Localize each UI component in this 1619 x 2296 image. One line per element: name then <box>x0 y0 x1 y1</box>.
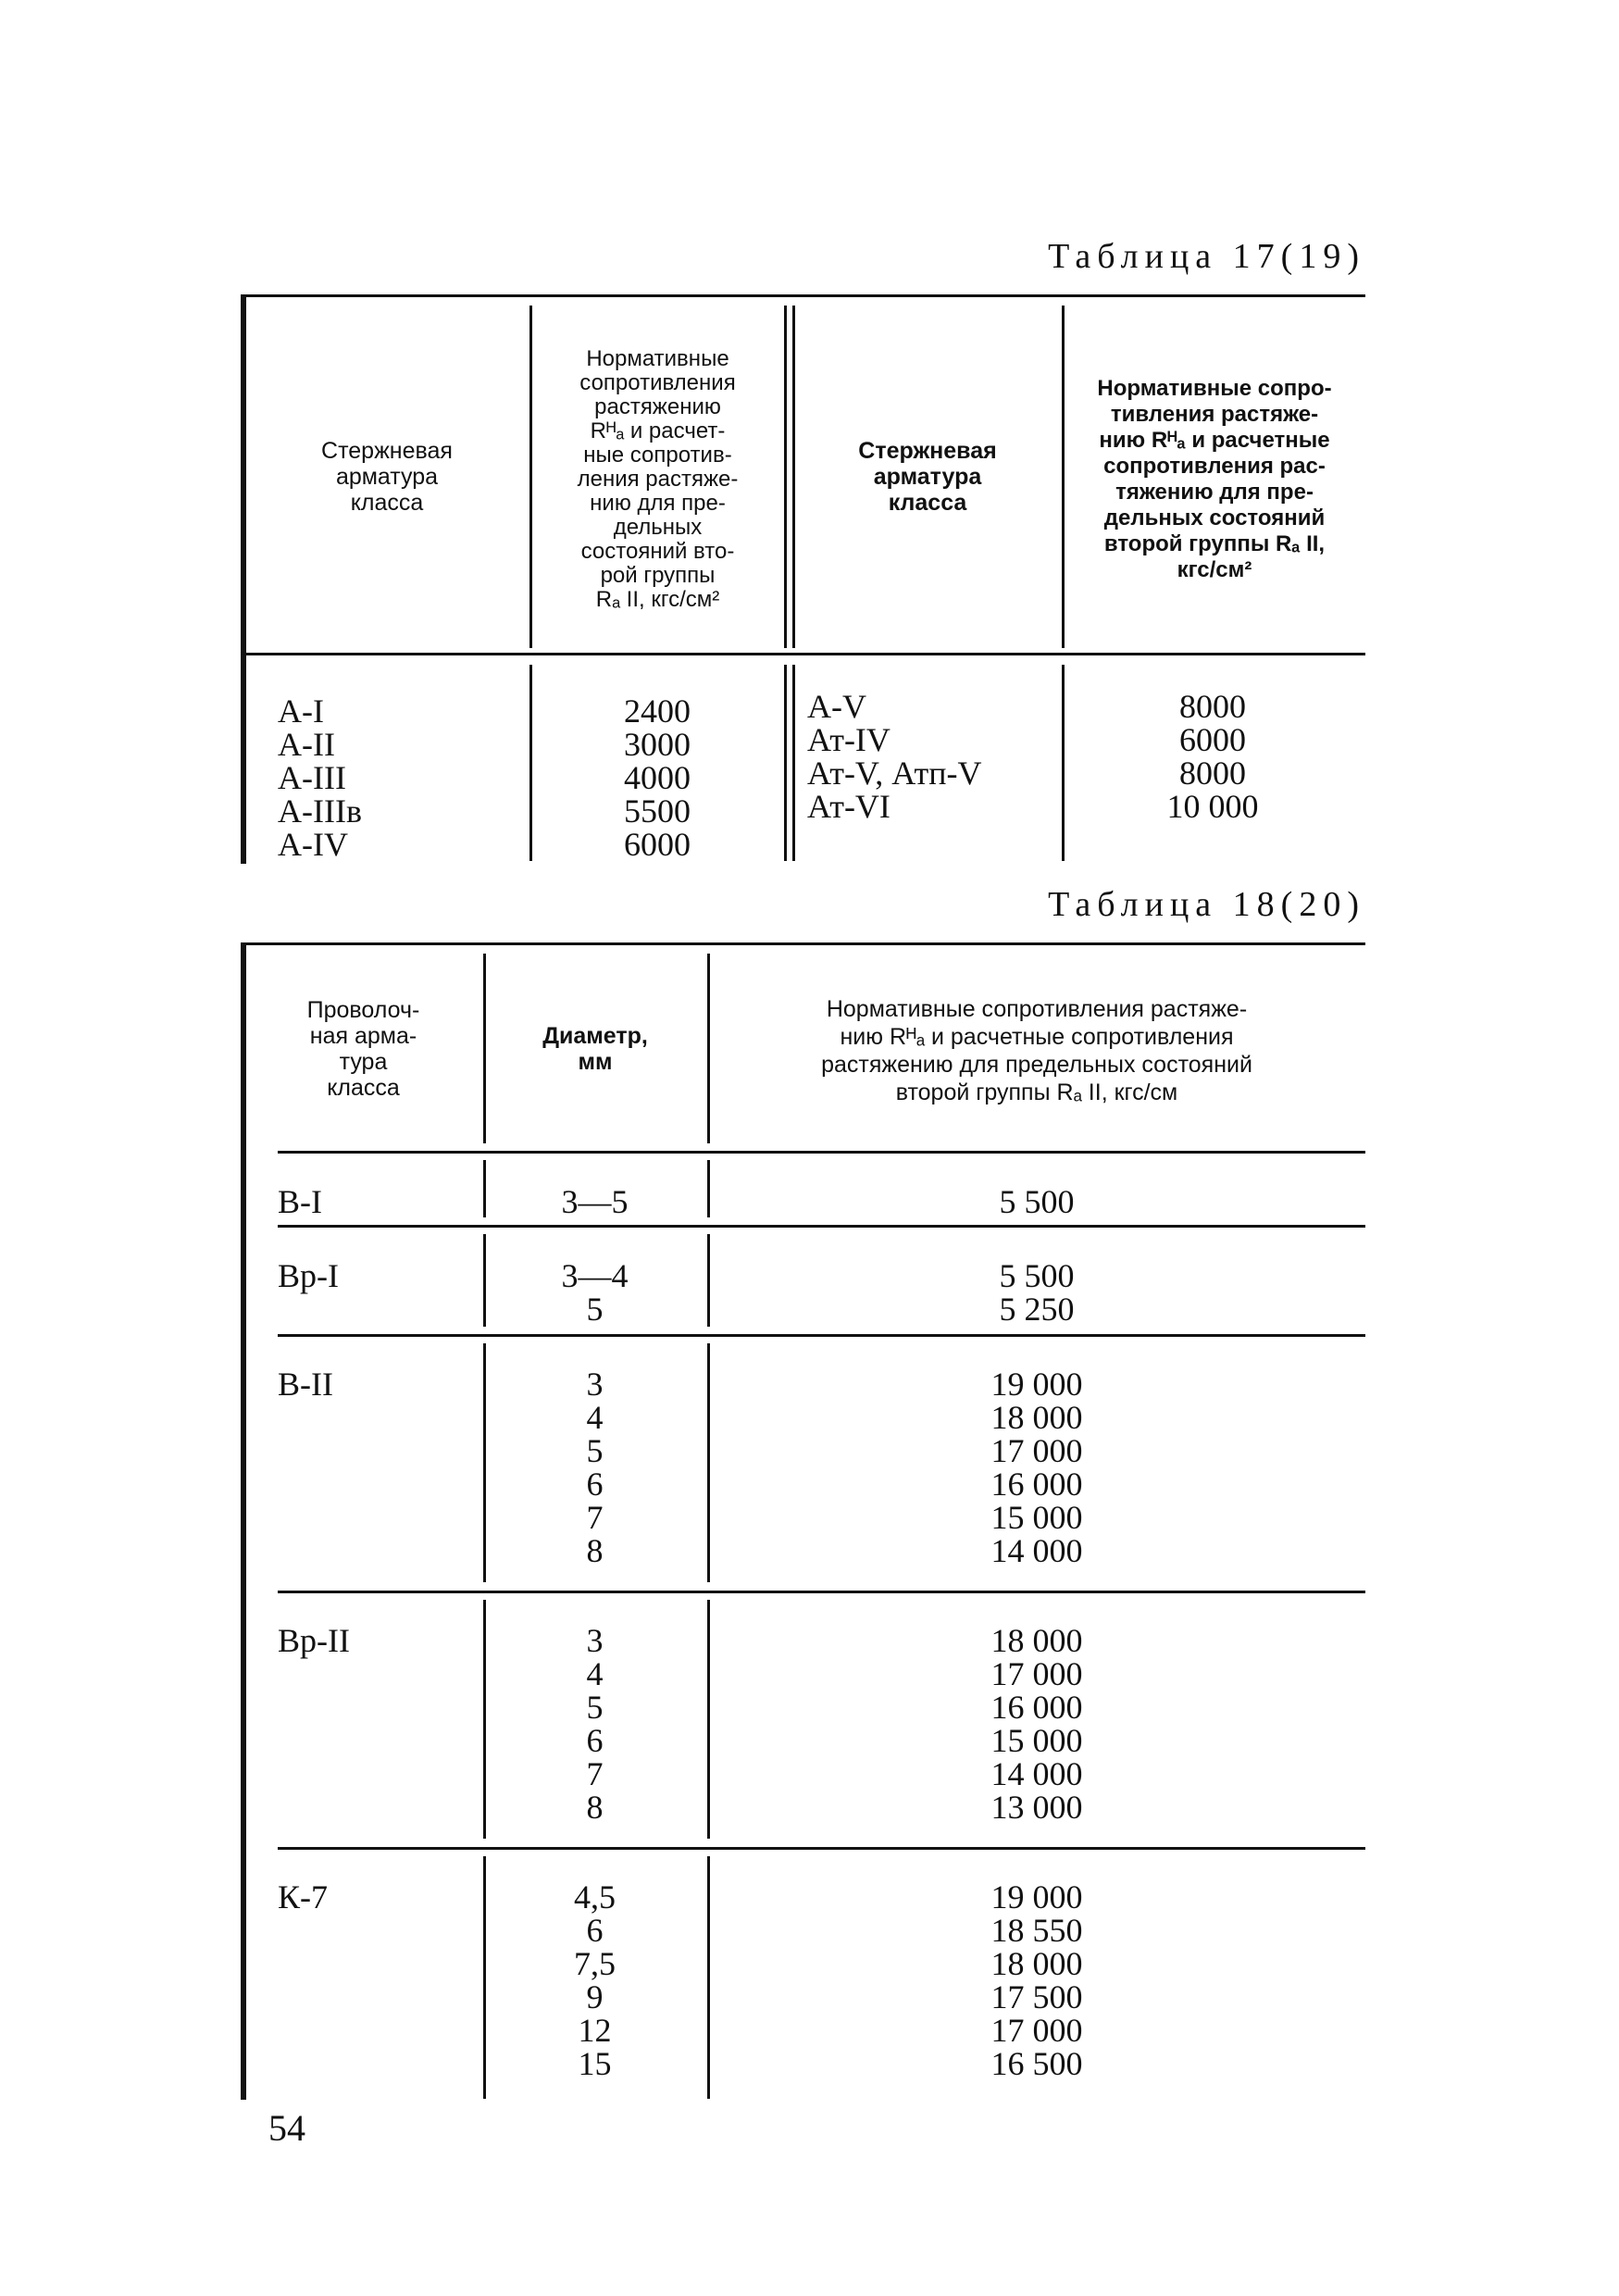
table18-value-cell <box>898 1624 1176 1824</box>
table18-value-cell <box>898 1880 1176 2080</box>
table-cell: 18 000 <box>990 1622 1083 1659</box>
table-cell: 14 000 <box>990 1532 1083 1569</box>
table18-divider-2 <box>707 954 710 1143</box>
table17-header-class-right: Стержневая арматура класса <box>858 438 997 516</box>
table-cell: 17 500 <box>990 1978 1083 2015</box>
page-number: 54 <box>268 2107 305 2149</box>
table17-right-values <box>1069 690 1356 823</box>
table-cell: 3—5 <box>561 1183 629 1220</box>
table18-header-rule <box>278 1151 1365 1154</box>
table-cell: 5 250 <box>999 1291 1075 1328</box>
table-cell: 17 000 <box>990 1432 1083 1469</box>
table18-value-cell <box>898 1185 1176 1218</box>
table17-left-values <box>537 694 778 861</box>
table17-double-d <box>792 665 795 861</box>
table-cell: 3000 <box>624 726 691 763</box>
table17-double-b <box>792 306 795 648</box>
table-cell: 4 <box>586 1399 604 1436</box>
table18-divider-1 <box>483 1343 486 1582</box>
table18-divider-2 <box>707 1234 710 1327</box>
table-cell: 5 500 <box>999 1183 1075 1220</box>
table-cell: 7 <box>586 1755 604 1792</box>
table18-diameter-cell <box>491 1367 699 1567</box>
table-cell: 3 <box>586 1622 604 1659</box>
table17-header-norm-right: Нормативные сопро- тивления растяже- нию Rᴴₐ и расчетные сопротивления рас- тяжению для пре- дельных состояний второй группы Rₐ II, кгс/см² <box>1097 375 1332 582</box>
table17-title: Таблица 17(19) <box>1048 237 1365 276</box>
table18-row-rule <box>278 1225 1365 1228</box>
table18-left-edge <box>241 942 246 2100</box>
table17-double-c <box>784 665 787 861</box>
table-cell: 16 500 <box>990 2045 1083 2082</box>
table18-class-cell: К-7 <box>278 1878 328 1915</box>
table17-divider-3b <box>1062 665 1065 861</box>
table18-header-class: Проволоч- ная арма- тура класса <box>306 996 420 1101</box>
table-cell: 3 <box>586 1366 604 1403</box>
table18-divider-1 <box>483 954 486 1143</box>
table-cell: 4 <box>586 1655 604 1692</box>
table17-left-edge <box>241 294 246 864</box>
table-cell: 5 <box>586 1689 604 1726</box>
table18-divider-2 <box>707 1343 710 1582</box>
table-cell: Ат-IV <box>807 721 890 758</box>
table-cell: 6000 <box>1179 721 1246 758</box>
table18-diameter-cell <box>491 1880 699 2080</box>
table-cell: 15 <box>578 2045 612 2082</box>
table18-header-diameter: Диаметр, мм <box>542 1022 648 1075</box>
table18-diameter-cell <box>491 1259 699 1326</box>
table18-class-cell: Вр-II <box>278 1622 350 1659</box>
table18-divider-1 <box>483 1160 486 1217</box>
table17-divider-1 <box>529 306 532 648</box>
table18-top-rule <box>243 942 1365 945</box>
table-cell: 2400 <box>624 693 691 730</box>
table18-row-rule <box>278 1334 1365 1337</box>
table-cell: 8000 <box>1179 755 1246 792</box>
table17-left-classes <box>278 694 362 861</box>
table-cell: 12 <box>578 2012 612 2049</box>
table18-divider-2 <box>707 1856 710 2099</box>
table17-divider-3 <box>1062 306 1065 648</box>
table-cell: 18 550 <box>990 1912 1083 1949</box>
table-cell: 5500 <box>624 792 691 830</box>
table-cell: 18 000 <box>990 1945 1083 1982</box>
table18-header-norm: Нормативные сопротивления растяже- нию Rᴴₐ и расчетные сопротивления растяжению для предельных состояний второй группы Rₐ II, кгс/см <box>821 996 1252 1105</box>
table-cell: А-I <box>278 693 324 730</box>
table18-row-rule <box>278 1591 1365 1593</box>
table18-class-cell: В-II <box>278 1366 333 1403</box>
table-cell: 9 <box>586 1978 604 2015</box>
table-cell: А-V <box>807 688 866 725</box>
table-cell: 3—4 <box>561 1257 629 1294</box>
table17-header-class-left: Стержневая арматура класса <box>321 438 453 516</box>
table18-class-cell: В-I <box>278 1183 322 1220</box>
table-cell: 5 <box>586 1291 604 1328</box>
table17-header-rule <box>243 653 1365 655</box>
table-cell: 16 000 <box>990 1466 1083 1503</box>
table-cell: 16 000 <box>990 1689 1083 1726</box>
table18-divider-2 <box>707 1160 710 1217</box>
table-cell: А-III <box>278 759 346 796</box>
table-cell: А-II <box>278 726 335 763</box>
table-cell: 17 000 <box>990 1655 1083 1692</box>
table-cell: 10 000 <box>1166 788 1259 825</box>
table18-divider-1 <box>483 1856 486 2099</box>
table-cell: А-IIIв <box>278 792 362 830</box>
table18-diameter-cell <box>491 1624 699 1824</box>
table-cell: 14 000 <box>990 1755 1083 1792</box>
table17-top-rule <box>243 294 1365 297</box>
table-cell: 15 000 <box>990 1722 1083 1759</box>
table-cell: 6000 <box>624 826 691 863</box>
table-cell: 13 000 <box>990 1789 1083 1826</box>
table-cell: Ат-VI <box>807 788 890 825</box>
table18-diameter-cell <box>491 1185 699 1218</box>
table-cell: 7,5 <box>574 1945 616 1982</box>
table-cell: 19 000 <box>990 1878 1083 1915</box>
table18-title: Таблица 18(20) <box>1048 885 1365 924</box>
table-cell: 6 <box>586 1722 604 1759</box>
table18-value-cell <box>898 1367 1176 1567</box>
table-cell: 4,5 <box>574 1878 616 1915</box>
table-cell: 6 <box>586 1466 604 1503</box>
table18-row-rule <box>278 1847 1365 1850</box>
table-cell: 17 000 <box>990 2012 1083 2049</box>
table-cell: 7 <box>586 1499 604 1536</box>
table17-header-norm-left: Нормативные сопротивления растяжению Rᴴₐ и расчет- ные сопротив- ления растяже- нию для пре- дельных состояний вто- рой группы Rₐ II, кгс/см² <box>577 345 739 612</box>
table-cell: А-IV <box>278 826 348 863</box>
table18-divider-2 <box>707 1600 710 1839</box>
table-cell: 8000 <box>1179 688 1246 725</box>
table18-divider-1 <box>483 1234 486 1327</box>
table-cell: 8 <box>586 1789 604 1826</box>
table-cell: 6 <box>586 1912 604 1949</box>
table17-divider-1b <box>529 665 532 861</box>
table-cell: 18 000 <box>990 1399 1083 1436</box>
table-cell: 19 000 <box>990 1366 1083 1403</box>
table-cell: 15 000 <box>990 1499 1083 1536</box>
table18-value-cell <box>898 1259 1176 1326</box>
table-cell: 4000 <box>624 759 691 796</box>
table18-class-cell: Вр-I <box>278 1257 339 1294</box>
table18-divider-1 <box>483 1600 486 1839</box>
table17-double-a <box>784 306 787 648</box>
table17-right-classes <box>807 690 981 823</box>
table-cell: 5 500 <box>999 1257 1075 1294</box>
table-cell: 5 <box>586 1432 604 1469</box>
table-cell: Ат-V, Атп-V <box>807 755 982 792</box>
table-cell: 8 <box>586 1532 604 1569</box>
